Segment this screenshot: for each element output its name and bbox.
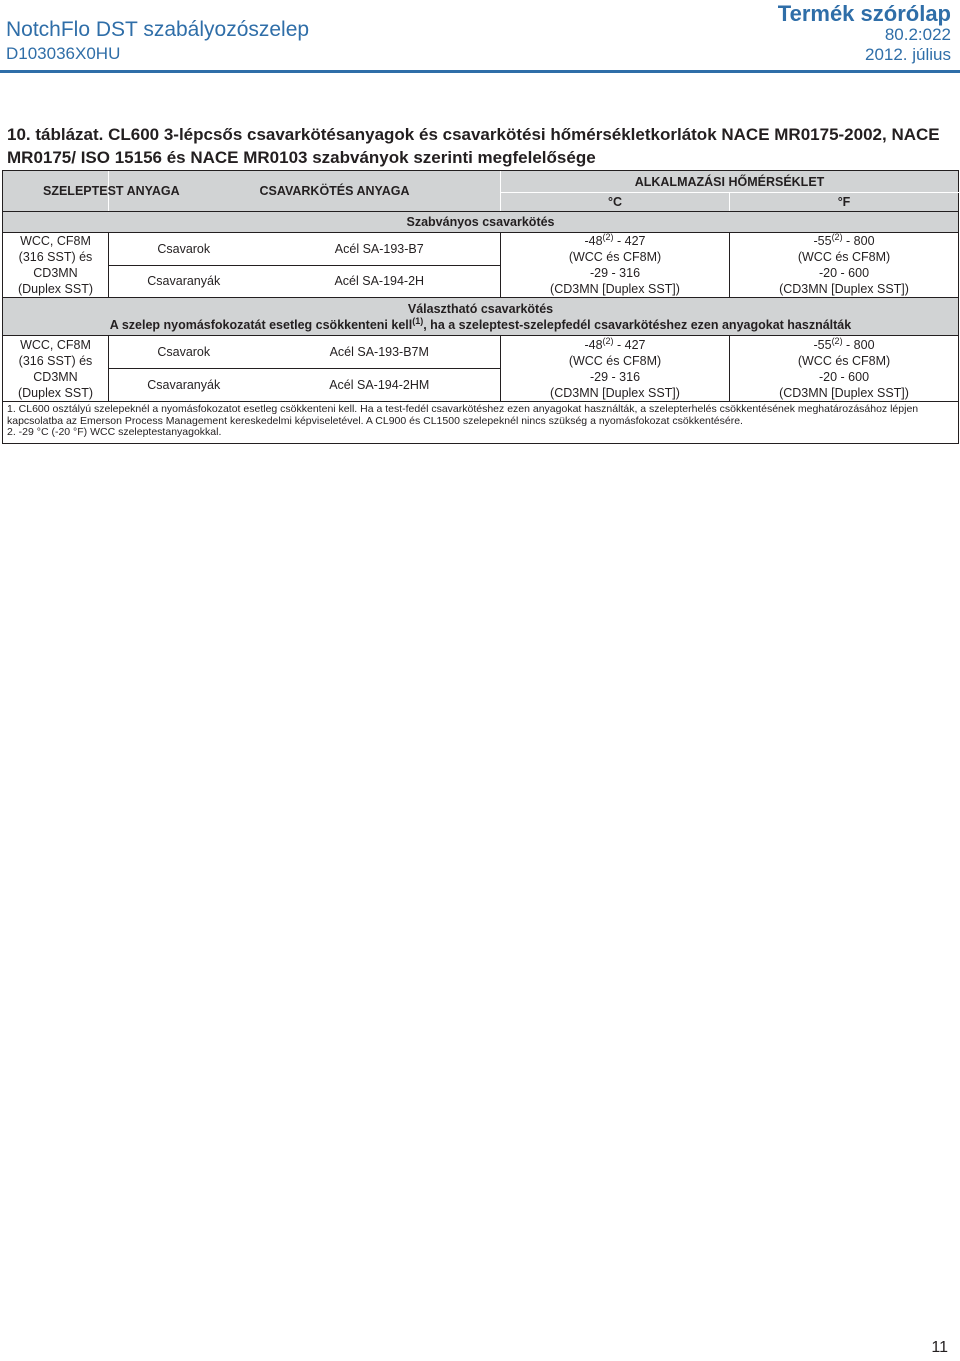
standard-material-bolts: Acél SA-193-B7 (259, 233, 501, 266)
optional-material-bolts: Acél SA-193-B7M (259, 336, 501, 369)
optional-temp-celsius: -48$^{(2)}$ - 427 (WCC és CF8M) -29 - 316 (CD3MN [Duplex SST]) (501, 336, 730, 402)
document-title: NotchFlo DST szabályozószelep (6, 18, 310, 41)
header-rule (0, 70, 960, 73)
table-caption: 10. táblázat. CL600 3-lépcsős csavarkötésanyagok és csavarkötési hőmérsékletkorlátok NACE MR0175-2002, NACE MR0175/ ISO 15156 és NACE MR0103 szabványok szerinti megfelelősége (7, 125, 940, 167)
standard-valve-material: WCC, CF8M (316 SST) és CD3MN (Duplex SST) (3, 233, 109, 298)
document-date: 2012. július (864, 45, 951, 64)
standard-temp-fahrenheit: -55$^{(2)}$ - 800 (WCC és CF8M) -20 - 600 (CD3MN [Duplex SST]) (730, 233, 959, 298)
section-standard-bolting: Szabványos csavarkötés (3, 212, 959, 233)
page-number: 11 (931, 1339, 948, 1356)
footnote-2: 2. -29 °C (-20 °F) WCC szeleptestanyagokkal. (7, 426, 222, 438)
standard-part-bolts: Csavarok (109, 233, 259, 266)
optional-part-nuts: Csavaranyák (109, 369, 259, 402)
standard-temp-celsius: -48$^{(2)}$ - 427 (WCC és CF8M) -29 - 316 (CD3MN [Duplex SST]) (501, 233, 730, 298)
document-number: 80.2:022 (884, 25, 951, 44)
footnote-1: 1. CL600 osztályú szelepeknél a nyomásfokozatot esetleg csökkenteni kell. Ha a test-fedél csavarkötéshez ezen anyagokat használták, a szelepterhelés csökkentésének meghatározásához lépjen kapcsolatba az Emerson Process Management kereskedelmi képviseletével. A CL900 és CL1500 szelepeknél nincs szükség a nyomásfokozat csökkentésére. (7, 403, 919, 427)
optional-part-bolts: Csavarok (109, 336, 259, 369)
standard-part-nuts: Csavaranyák (109, 265, 259, 298)
bolting-table (2, 170, 959, 444)
header-temperature: ALKALMAZÁSI HŐMÉRSÉKLET (501, 171, 959, 193)
header-fahrenheit: °F (730, 193, 959, 212)
document-code: D103036X0HU (6, 44, 121, 63)
header-bolting-material: CSAVARKÖTÉS ANYAGA (109, 171, 501, 212)
header-celsius: °C (501, 193, 730, 212)
optional-material-nuts: Acél SA-194-2HM (259, 369, 501, 402)
optional-valve-material: WCC, CF8M (316 SST) és CD3MN (Duplex SST) (3, 336, 109, 402)
table-footnotes (3, 402, 959, 444)
standard-material-nuts: Acél SA-194-2H (259, 265, 501, 298)
document-type: Termék szórólap (777, 1, 951, 26)
optional-temp-fahrenheit: -55$^{(2)}$ - 800 (WCC és CF8M) -20 - 600 (CD3MN [Duplex SST]) (730, 336, 959, 402)
section-optional-bolting: Választható csavarkötés A szelep nyomásfokozatát esetleg csökkenteni kell$^{(1)}$, ha a szeleptest-szelepfedél csavarkötéshez ezen anyagokat használták (3, 298, 959, 336)
header-valve-material: SZELEPTEST ANYAGA (3, 171, 109, 212)
